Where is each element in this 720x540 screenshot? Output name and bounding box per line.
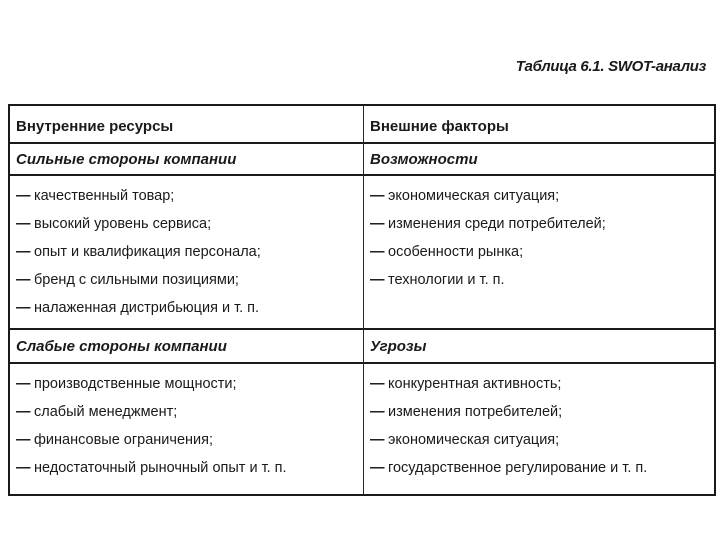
- dash-marker: —: [370, 272, 385, 288]
- dash-marker: —: [16, 404, 31, 420]
- list-item: — экономическая ситуация;: [370, 426, 714, 454]
- dash-marker: —: [16, 300, 31, 316]
- list-item: — качественный товар;: [16, 182, 363, 210]
- list-item: — финансовые ограничения;: [16, 426, 363, 454]
- strengths-list: [10, 176, 364, 330]
- dash-marker: —: [370, 432, 385, 448]
- dash-marker: —: [16, 432, 31, 448]
- list-item: — слабый менеджмент;: [16, 398, 363, 426]
- dash-marker: —: [370, 216, 385, 232]
- dash-marker: —: [16, 188, 31, 204]
- weaknesses-list: [10, 364, 364, 494]
- dash-marker: —: [370, 460, 385, 476]
- section-weaknesses: Слабые стороны компании: [10, 330, 364, 364]
- swot-table: [8, 104, 716, 496]
- list-item: — технологии и т. п.: [370, 266, 714, 294]
- dash-marker: —: [370, 244, 385, 260]
- list-item: — бренд с сильными позициями;: [16, 266, 363, 294]
- dash-marker: —: [16, 244, 31, 260]
- dash-marker: —: [16, 460, 31, 476]
- dash-marker: —: [370, 376, 385, 392]
- list-item: — изменения среди потребителей;: [370, 210, 714, 238]
- list-item: — конкурентная активность;: [370, 370, 714, 398]
- section-opportunities: Возможности: [364, 144, 714, 176]
- header-internal-resources: Внутренние ресурсы: [10, 106, 364, 144]
- list-item: — опыт и квалификация персонала;: [16, 238, 363, 266]
- dash-marker: —: [16, 272, 31, 288]
- section-threats: Угрозы: [364, 330, 714, 364]
- list-item: — государственное регулирование и т. п.: [370, 454, 714, 482]
- dash-marker: —: [16, 376, 31, 392]
- list-item: — экономическая ситуация;: [370, 182, 714, 210]
- list-item: — особенности рынка;: [370, 238, 714, 266]
- dash-marker: —: [370, 404, 385, 420]
- dash-marker: —: [16, 216, 31, 232]
- list-item: — недостаточный рыночный опыт и т. п.: [16, 454, 363, 482]
- list-item: — высокий уровень сервиса;: [16, 210, 363, 238]
- header-external-factors: Внешние факторы: [364, 106, 714, 144]
- list-item: — налаженная дистрибьюция и т. п.: [16, 294, 363, 322]
- opportunities-list: [364, 176, 714, 330]
- dash-marker: —: [370, 188, 385, 204]
- table-caption: Таблица 6.1. SWOT-анализ: [515, 58, 706, 75]
- section-strengths: Сильные стороны компании: [10, 144, 364, 176]
- list-item: — изменения потребителей;: [370, 398, 714, 426]
- list-item: — производственные мощности;: [16, 370, 363, 398]
- threats-list: [364, 364, 714, 494]
